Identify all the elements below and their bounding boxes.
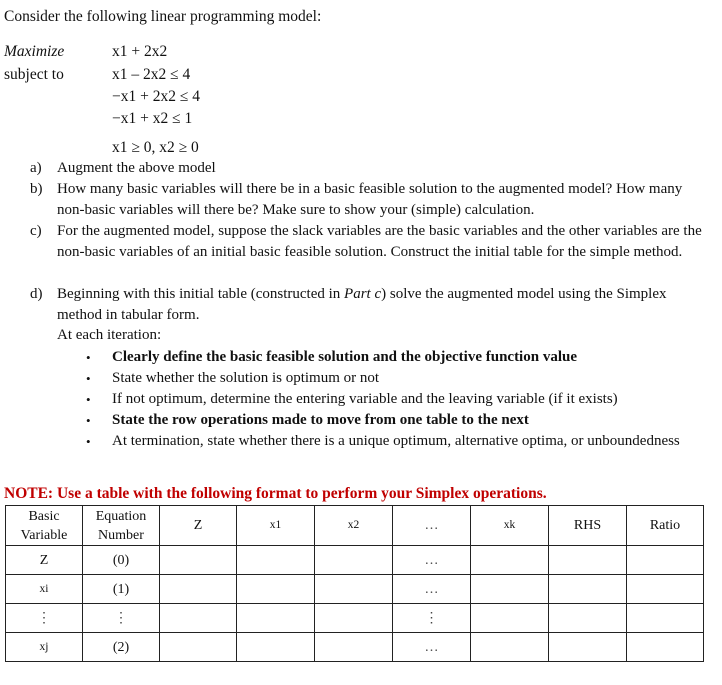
table-row: [6, 633, 704, 662]
header-x1: x1: [237, 506, 315, 546]
table-cell: [549, 575, 627, 604]
table-cell: [549, 633, 627, 662]
table-cell: [315, 633, 393, 662]
header-equation-number: Equation Number: [83, 506, 160, 546]
table-cell: …: [393, 575, 471, 604]
question-text: How many basic variables will there be in a basic feasible solution to the augmented model? How many non-basic variables will there be? Make sure to show your (simple) calculation.: [57, 181, 683, 218]
question-text-italic: Part c: [344, 286, 382, 302]
header-ellipsis: …: [393, 506, 471, 546]
table-cell: [315, 575, 393, 604]
table-cell: [471, 633, 549, 662]
subject-to-label: subject to: [4, 66, 64, 83]
question-marker: c): [30, 223, 42, 239]
table-cell: [315, 546, 393, 575]
question-marker: a): [30, 160, 42, 176]
table-cell: Z: [6, 546, 83, 575]
table-cell: [160, 604, 237, 633]
table-cell: (2): [83, 633, 160, 662]
table-cell: [627, 633, 704, 662]
bullet-text: If not optimum, determine the entering variable and the leaving variable (if it exists): [112, 391, 618, 407]
header-basic-variable: Basic Variable: [6, 506, 83, 546]
table-cell: ⋮: [6, 604, 83, 633]
question-marker: b): [30, 181, 43, 197]
question-text-after: ) solve the augmented model using the Simplex method in tabular form.: [57, 286, 667, 323]
constraint-3: −x1 + x2 ≤ 1: [112, 110, 193, 127]
table-cell: [471, 575, 549, 604]
bullet-item: [86, 389, 686, 410]
header-z: Z: [160, 506, 237, 546]
nonnegativity-constraint: x1 ≥ 0, x2 ≥ 0: [112, 139, 199, 156]
table-cell: [160, 575, 237, 604]
table-header-row: [6, 506, 704, 546]
question-b: [30, 179, 710, 221]
table-cell: [237, 604, 315, 633]
table-cell: ⋮: [83, 604, 160, 633]
bullet-text: At termination, state whether there is a unique optimum, alternative optima, or unboundedness: [112, 433, 680, 449]
bullet-icon: •: [86, 413, 91, 428]
question-d: [30, 284, 710, 326]
bullet-item: [86, 347, 686, 368]
table-cell: [549, 546, 627, 575]
table-cell: ⋮: [393, 604, 471, 633]
note-text: NOTE: Use a table with the following format to perform your Simplex operations.: [4, 485, 547, 502]
table-cell: [160, 546, 237, 575]
table-cell: [237, 633, 315, 662]
bullet-item: [86, 368, 686, 389]
table-cell: [549, 604, 627, 633]
table-cell: [315, 604, 393, 633]
table-cell: xj: [6, 633, 83, 662]
question-text: [57, 284, 710, 326]
intro-text: Consider the following linear programming model:: [4, 8, 322, 25]
bullet-text: State whether the solution is optimum or not: [112, 370, 380, 386]
question-a: [30, 158, 710, 179]
header-xk: xk: [471, 506, 549, 546]
constraint-2: −x1 + 2x2 ≤ 4: [112, 88, 200, 105]
table-row: [6, 546, 704, 575]
bullet-icon: •: [86, 392, 91, 407]
question-text: Augment the above model: [57, 160, 216, 176]
question-text-before: Beginning with this initial table (constructed in: [57, 286, 345, 302]
table-cell: [627, 575, 704, 604]
table-cell: …: [393, 546, 471, 575]
bullet-item: [86, 410, 686, 431]
table-cell: [627, 546, 704, 575]
table-cell: [160, 633, 237, 662]
simplex-format-table: [5, 505, 704, 662]
table-row: [6, 575, 704, 604]
table-cell: (1): [83, 575, 160, 604]
bullet-text: Clearly define the basic feasible solution and the objective function value: [112, 349, 577, 365]
question-c: [30, 221, 710, 263]
bullet-text: State the row operations made to move from one table to the next: [112, 412, 529, 428]
table-cell: (0): [83, 546, 160, 575]
table-cell: xi: [6, 575, 83, 604]
header-rhs: RHS: [549, 506, 627, 546]
bullet-icon: •: [86, 434, 91, 449]
table-cell: [237, 546, 315, 575]
objective-label: Maximize: [4, 43, 65, 60]
constraint-1: x1 – 2x2 ≤ 4: [112, 66, 191, 83]
table-cell: …: [393, 633, 471, 662]
question-marker: d): [30, 286, 43, 302]
bullet-icon: •: [86, 371, 91, 386]
header-ratio: Ratio: [627, 506, 704, 546]
header-x2: x2: [315, 506, 393, 546]
table-cell: [237, 575, 315, 604]
table-cell: [471, 546, 549, 575]
table-row: [6, 604, 704, 633]
question-text: For the augmented model, suppose the slack variables are the basic variables and the other variables are the non-basic variables of an initial basic feasible solution. Construct the initial table for the simple method.: [57, 223, 702, 260]
table-cell: [627, 604, 704, 633]
table-cell: [471, 604, 549, 633]
at-each-iteration-label: At each iteration:: [57, 327, 162, 343]
bullet-item: [86, 431, 686, 452]
objective-expression: x1 + 2x2: [112, 43, 168, 60]
bullet-icon: •: [86, 350, 91, 365]
